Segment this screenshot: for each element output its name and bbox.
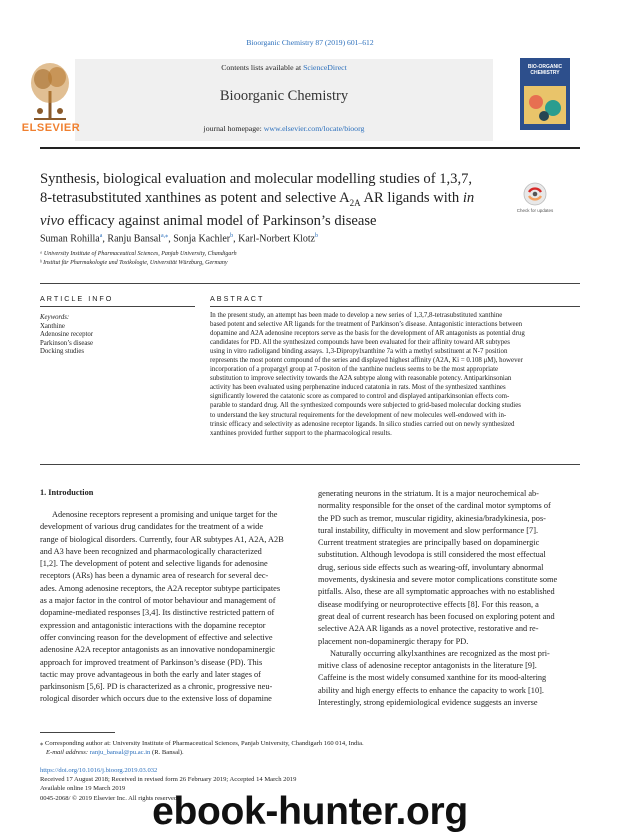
- body-line: the PD such as tremor, muscular rigidity, akinesia/bradykinesia, pos-: [318, 513, 546, 523]
- author-name[interactable]: Sonja Kachler: [173, 233, 231, 245]
- body-line: receptors (ARs) has been a dynamic area of research for several dec-: [40, 571, 269, 581]
- email-label: E-mail address:: [46, 749, 90, 756]
- abstract-line: xanthines provided further support to the pharmacological results.: [210, 429, 392, 437]
- body-line: parkinsonism [5,6]. PD is characterized as a chronic, progressive neu-: [40, 682, 273, 692]
- body-line: tactic may prove advantageous in both the early and later stages of: [40, 669, 261, 679]
- author-sup: b: [230, 233, 234, 239]
- abstract-heading: ABSTRACT: [210, 294, 265, 303]
- available-online: Available online 19 March 2019: [40, 785, 126, 793]
- body-left-column: [40, 509, 302, 706]
- author-list: Suman Rohilla$^a$, Ranju Bansal$^{a,⁎}$, Sonja Kachler$^b$, Karl-Norbert Klotz$^b$: [40, 233, 319, 245]
- body-line: ades. Among adenosine receptors, the A2A receptor subtype participates: [40, 583, 281, 593]
- email-link[interactable]: ranju_bansal@pu.ac.in: [89, 749, 151, 756]
- body-right-column: [318, 488, 580, 709]
- keywords-block: [40, 314, 93, 357]
- author-name[interactable]: Suman Rohilla: [40, 233, 100, 245]
- title-line-2c: in: [462, 189, 475, 206]
- body-line: pitfalls. Also, these are all symptomatic approaches with no established: [318, 587, 555, 597]
- elsevier-wordmark: ELSEVIER: [21, 122, 81, 134]
- article-info-heading: ARTICLE INFO: [40, 294, 114, 303]
- body-line: dopamine-mediated responses [3,4]. Its distinctive restricted pattern of: [40, 608, 275, 618]
- abstract-rule: [210, 306, 580, 307]
- abstract-line: using in vitro radioligand binding assays. 1,3-Dipropylxanthine 7a with a methyl substituent at N-7 position: [210, 348, 508, 356]
- cover-title: BIO-ORGANIC CHEMISTRY: [527, 64, 563, 76]
- abstract-line: parable to standard drug. All the synthesized compounds were subjected to grid-based molecular docking studies: [210, 402, 521, 410]
- body-line: normality responsible for the onset of the cardinal motor symptoms of: [318, 501, 551, 511]
- homepage-link[interactable]: www.elsevier.com/locate/bioorg: [263, 124, 365, 133]
- body-line: ability and high energy effects to enhance the capacity to work [10].: [318, 685, 544, 695]
- abstract-line: incorporation of a propargyl group at 7-positon of the xanthine nucleus seems to be the most appropriate: [210, 366, 499, 374]
- check-for-updates-icon[interactable]: [523, 182, 547, 206]
- body-line: as a major factor in the control of motor behaviour and management of: [40, 596, 276, 606]
- header-rule: [40, 147, 580, 149]
- body-line: mitive class of adenosine receptor antagonists in the literature [9].: [318, 661, 537, 671]
- elsevier-tree-logo: [28, 57, 72, 129]
- abstract-line: candidates for PD. All the synthesized compounds have been evaluated for their affinity toward AR subtypes: [210, 339, 510, 347]
- body-line: Caffeine is the most widely consumed xanthine for its mood-altering: [318, 673, 547, 683]
- keyword: Xanthine: [40, 322, 65, 330]
- body-line: disease modifying or neuroprotective effects [8]. For this reason, a: [318, 599, 539, 609]
- author-sup: a,⁎: [161, 233, 169, 239]
- body-line: placement non-dopaminergic therapy for PD.: [318, 636, 469, 646]
- abstract-line: activity has been evaluated using perphenazine induced catatonia in rats. Most of the synthesized xanthines: [210, 384, 506, 392]
- contents-line: [75, 63, 493, 72]
- title-line-2a: 8-tetrasubstituted xanthines as potent and selective A: [40, 189, 350, 206]
- doi-link[interactable]: https://doi.org/10.1016/j.bioorg.2019.03.032: [40, 767, 158, 774]
- received-dates: Received 17 August 2018; Received in revised form 26 February 2019; Accepted 14 March 2019: [40, 776, 297, 784]
- title-line-1: Synthesis, biological evaluation and molecular modelling studies of 1,3,7,: [40, 171, 473, 187]
- author-sup: b: [315, 233, 319, 239]
- title-line-2b: AR ligands with: [360, 189, 463, 206]
- footnote-rule: [40, 732, 115, 733]
- copyright: 0045-2068/ © 2019 Elsevier Inc. All rights reserved.: [40, 794, 179, 802]
- abstract-bottom-rule: [40, 464, 580, 465]
- author-name[interactable]: Ranju Bansal: [107, 233, 162, 245]
- info-top-rule: [40, 283, 580, 284]
- affiliations: [40, 250, 237, 268]
- sciencedirect-link[interactable]: ScienceDirect: [303, 63, 347, 72]
- body-line: Current treatment strategies are principally based on dopaminergic: [318, 538, 540, 548]
- author-name[interactable]: Karl-Norbert Klotz: [238, 233, 316, 245]
- keyword: Adenosine receptor: [40, 331, 94, 339]
- body-line: [1,2]. The development of potent and selective ligands for adenosine: [40, 559, 268, 569]
- body-line: Interestingly, strong epidemiological evidence suggests an inverse: [318, 698, 538, 708]
- body-line: offer convincing reason for the development of effective and selective: [40, 632, 273, 642]
- section-heading: 1. Introduction: [40, 488, 94, 497]
- info-rule: [40, 306, 195, 307]
- body-line: rological disorder which occurs due to the extensive loss of dopamine: [40, 694, 272, 704]
- keywords-label: Keywords:: [40, 314, 70, 321]
- author-sup: a: [99, 233, 103, 239]
- body-line: approach for improved treatment of Parkinson’s disease (PD). This: [40, 657, 263, 667]
- abstract-line: significantly lowered the catatonic score as compared to control and displayed antiparkinsonian effects com-: [210, 393, 510, 401]
- title-subscript: 2A: [349, 197, 361, 208]
- body-line: movements, dyskinesia and severe motor complications constitute some: [318, 575, 558, 585]
- body-line: Naturally occurring alkylxanthines are recognized as the most pri-: [330, 648, 550, 658]
- journal-reference[interactable]: Bioorganic Chemistry 87 (2019) 601–612: [246, 38, 374, 47]
- contents-prefix: Contents lists available at: [221, 63, 304, 72]
- journal-name: Bioorganic Chemistry: [219, 88, 349, 104]
- abstract-line: In the present study, an attempt has been made to develop a new series of 1,3,7,8-tetrasubstituted xanthine: [210, 312, 503, 319]
- homepage-prefix: journal homepage:: [203, 124, 264, 133]
- check-for-updates-label: Check for updates: [516, 208, 554, 213]
- affiliation-b: ᵇ Institut für Pharmakologie und Toxikologie, Universität Würzburg, Germany: [40, 260, 228, 266]
- body-line: adenosine A2A receptor antagonists as an innovative nondopaminergic: [40, 645, 276, 655]
- keyword: Parkinson’s disease: [40, 339, 94, 347]
- homepage-line: [75, 124, 493, 133]
- body-line: expression and antagonistic interactions with the dopamine receptor: [40, 620, 266, 630]
- corresponding-author-note: ⁎ Corresponding author at: University Institute of Pharmaceutical Sciences, Panjab University, Chandigarh 160 014, India.: [40, 740, 364, 747]
- abstract-line: to understand the key structural requirements for the development of new molecules well-endowed with in-: [210, 411, 507, 419]
- abstract-line: based potent and selective AR ligands for the treatment of Parkinson’s disease. Antagonistic interactions between: [210, 321, 523, 329]
- body-line: substitution. Although levodopa is still considered the most effectual: [318, 550, 546, 560]
- body-line: tural instability, difficulty in movement and slow performance [7].: [318, 525, 539, 535]
- body-line: selective A2A AR ligands as a novel protective, restorative and re-: [318, 624, 539, 634]
- body-line: Adenosine receptors represent a promising and unique target for the: [52, 510, 278, 519]
- title-line-3b: efficacy against animal model of Parkinson’s disease: [64, 213, 377, 230]
- footnote: [40, 739, 364, 757]
- body-line: development of various drug candidates for the treatment of a wide: [40, 522, 264, 532]
- abstract-text: [210, 311, 580, 438]
- article-title: [40, 170, 510, 231]
- body-line: great deal of current research has been focused on exploring potent and: [318, 611, 555, 621]
- body-line: and A3 have been recognized and pharmacologically characterized: [40, 546, 262, 556]
- email-suffix: (R. Bansal).: [150, 749, 184, 756]
- body-line: range of biological disorders. Currently, four AR subtypes A1, A2A, A2B: [40, 534, 284, 544]
- abstract-line: trinsic efficacy and selectivity as adenosine receptor ligands. In silico studies carried out on newly synthesized: [210, 420, 515, 428]
- keyword: Docking studies: [40, 348, 84, 356]
- body-line: drug, serious side effects such as wearing-off, involuntary abnormal: [318, 562, 544, 572]
- abstract-line: dopamine and A2A adenosine receptors serve as the basis for the development of AR antagonists as potential drug: [210, 330, 525, 338]
- affiliation-a: ᵃ University Institute of Pharmaceutical Sciences, Panjab University, Chandigarh: [40, 251, 237, 257]
- abstract-line: substitution to improve selectivity towards the A2A subtype along with reasonable potency. Antiparkinsonian: [210, 375, 512, 383]
- abstract-line: represents the most potent compound of the series and displayed highest affinity (A2A, Ki = 0.108 μM), however: [210, 357, 523, 365]
- body-line: generating neurons in the striatum. It is a major neurochemical ab-: [318, 489, 539, 498]
- email-line: [40, 748, 364, 757]
- watermark-text: ebook-hunter.org: [152, 790, 468, 833]
- title-line-3a: vivo: [40, 213, 65, 230]
